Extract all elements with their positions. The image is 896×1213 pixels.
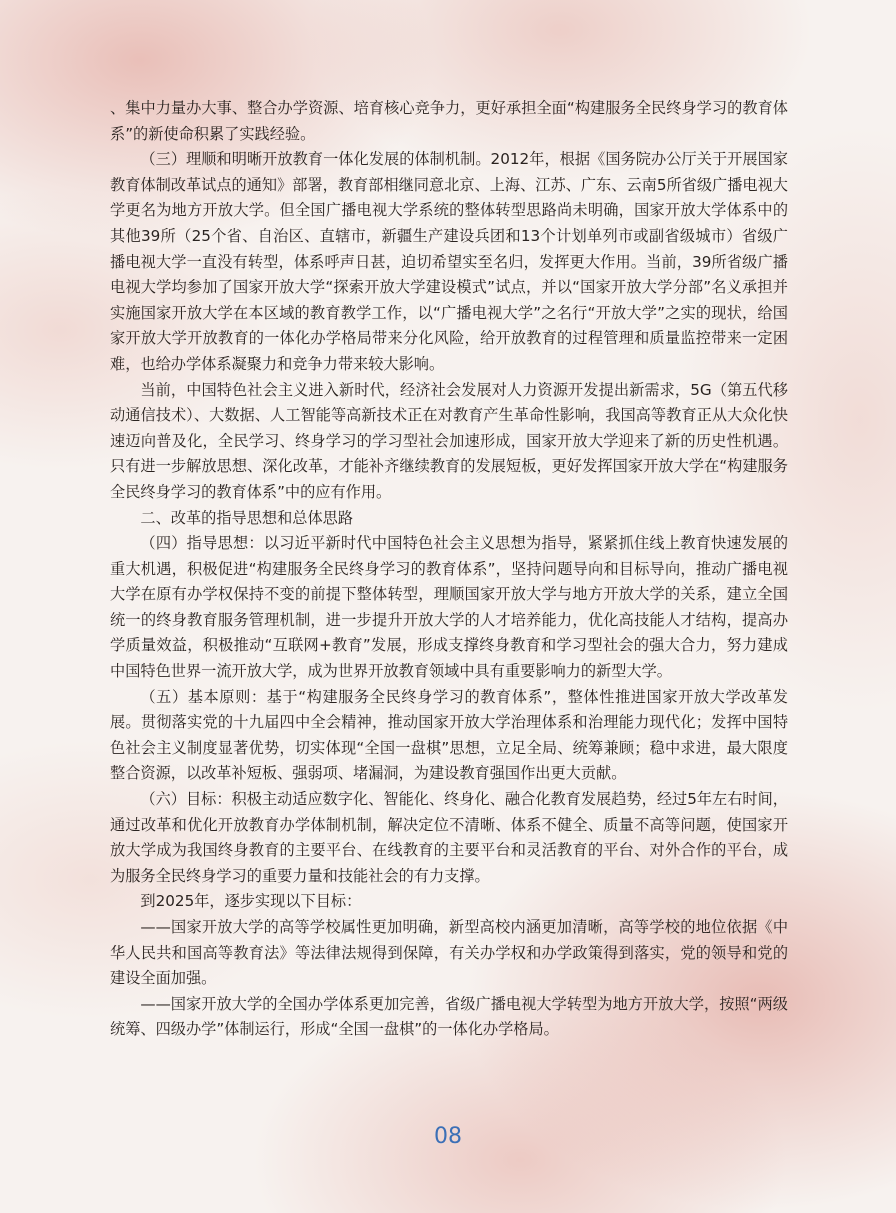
paragraph-goals-2025: 到2025年，逐步实现以下目标： <box>140 892 362 911</box>
paragraph-section-three: （三）理顺和明晰开放教育一体化发展的体制机制。2012年，根据《国务院办公厅关于开展国家教育体制改革试点的通知》部署，教育部相继同意北京、上海、江苏、广东、云南5所省级广播电视大学更名为地方开放大学。但全国广播电视大学系统的整体转型思路尚未明确，国家开放大学体系中的其他39所（25个省、自治区、直辖市，新疆生产建设兵团和13个计划单列市或副省级城市）省级广播电视大学一直没有转型，体系呼声日甚，迫切希望实至名归，发挥更大作用。当前，39所省级广播电视大学均参加了国家开放大学“探索开放大学建设模式”试点，并以“国家开放大学分部”名义承担并实施国家开放大学在本区域的教育教学工作，以“广播电视大学”之名行“开放大学”之实的现状，给国家开放大学开放教育的一体化办学格局带来分化风险，给开放教育的过程管理和质量监控带来一定困难，也给办学体系凝聚力和竞争力带来较大影响。 <box>110 150 788 373</box>
list-item-goal-one: ——国家开放大学的高等学校属性更加明确，新型高校内涵更加清晰，高等学校的地位依据《中华人民共和国高等教育法》等法律法规得到保障，有关办学权和办学政策得到落实，党的领导和党的建设全面加强。 <box>110 918 788 988</box>
article-body <box>110 96 788 1043</box>
paragraph-section-five: （五）基本原则：基于“构建服务全民终身学习的教育体系”，整体性推进国家开放大学改革发展。贯彻落实党的十九届四中全会精神，推动国家开放大学治理体系和治理能力现代化；发挥中国特色社会主义制度显著优势，切实体现“全国一盘棋”思想，立足全局、统筹兼顾；稳中求进，最大限度整合资源，以改革补短板、强弱项、堵漏洞，为建设教育强国作出更大贡献。 <box>110 687 788 783</box>
paragraph-continuation: 、集中力量办大事、整合办学资源、培育核心竞争力，更好承担全面“构建服务全民终身学习的教育体系”的新使命积累了实践经验。 <box>110 99 788 143</box>
list-item-goal-two: ——国家开放大学的全国办学体系更加完善，省级广播电视大学转型为地方开放大学，按照“两级统筹、四级办学”体制运行，形成“全国一盘棋”的一体化办学格局。 <box>110 994 788 1039</box>
section-heading-guiding-ideology: 二、改革的指导思想和总体思路 <box>140 508 354 527</box>
paragraph-current-situation: 当前，中国特色社会主义进入新时代，经济社会发展对人力资源开发提出新需求，5G（第五代移动通信技术）、大数据、人工智能等高新技术正在对教育产生革命性影响，我国高等教育正从大众化快速迈向普及化，全民学习、终身学习的学习型社会加速形成，国家开放大学迎来了新的历史性机遇。只有进一步解放思想、深化改革，才能补齐继续教育的发展短板，更好发挥国家开放大学在“构建服务全民终身学习的教育体系”中的应有作用。 <box>110 380 788 501</box>
page-number: 08 <box>434 1124 462 1149</box>
paragraph-section-four: （四）指导思想：以习近平新时代中国特色社会主义思想为指导，紧紧抓住线上教育快速发展的重大机遇，积极促进“构建服务全民终身学习的教育体系”，坚持问题导向和目标导向，推动广播电视大学在原有办学权保持不变的前提下整体转型，理顺国家开放大学与地方开放大学的关系，建立全国统一的终身教育服务管理机制，进一步提升开放大学的人才培养能力，优化高技能人才结构，提高办学质量效益，积极推动“互联网+教育”发展，形成支撑终身教育和学习型社会的强大合力，努力建成中国特色世界一流开放大学，成为世界开放教育领域中具有重要影响力的新型大学。 <box>110 534 788 681</box>
paragraph-section-six: （六）目标：积极主动适应数字化、智能化、终身化、融合化教育发展趋势，经过5年左右时间，通过改革和优化开放教育办学体制机制，解决定位不清晰、体系不健全、质量不高等问题，使国家开放大学成为我国终身教育的主要平台、在线教育的主要平台和灵活教育的平台、对外合作的平台，成为服务全民终身学习的重要力量和技能社会的有力支撑。 <box>110 790 788 885</box>
